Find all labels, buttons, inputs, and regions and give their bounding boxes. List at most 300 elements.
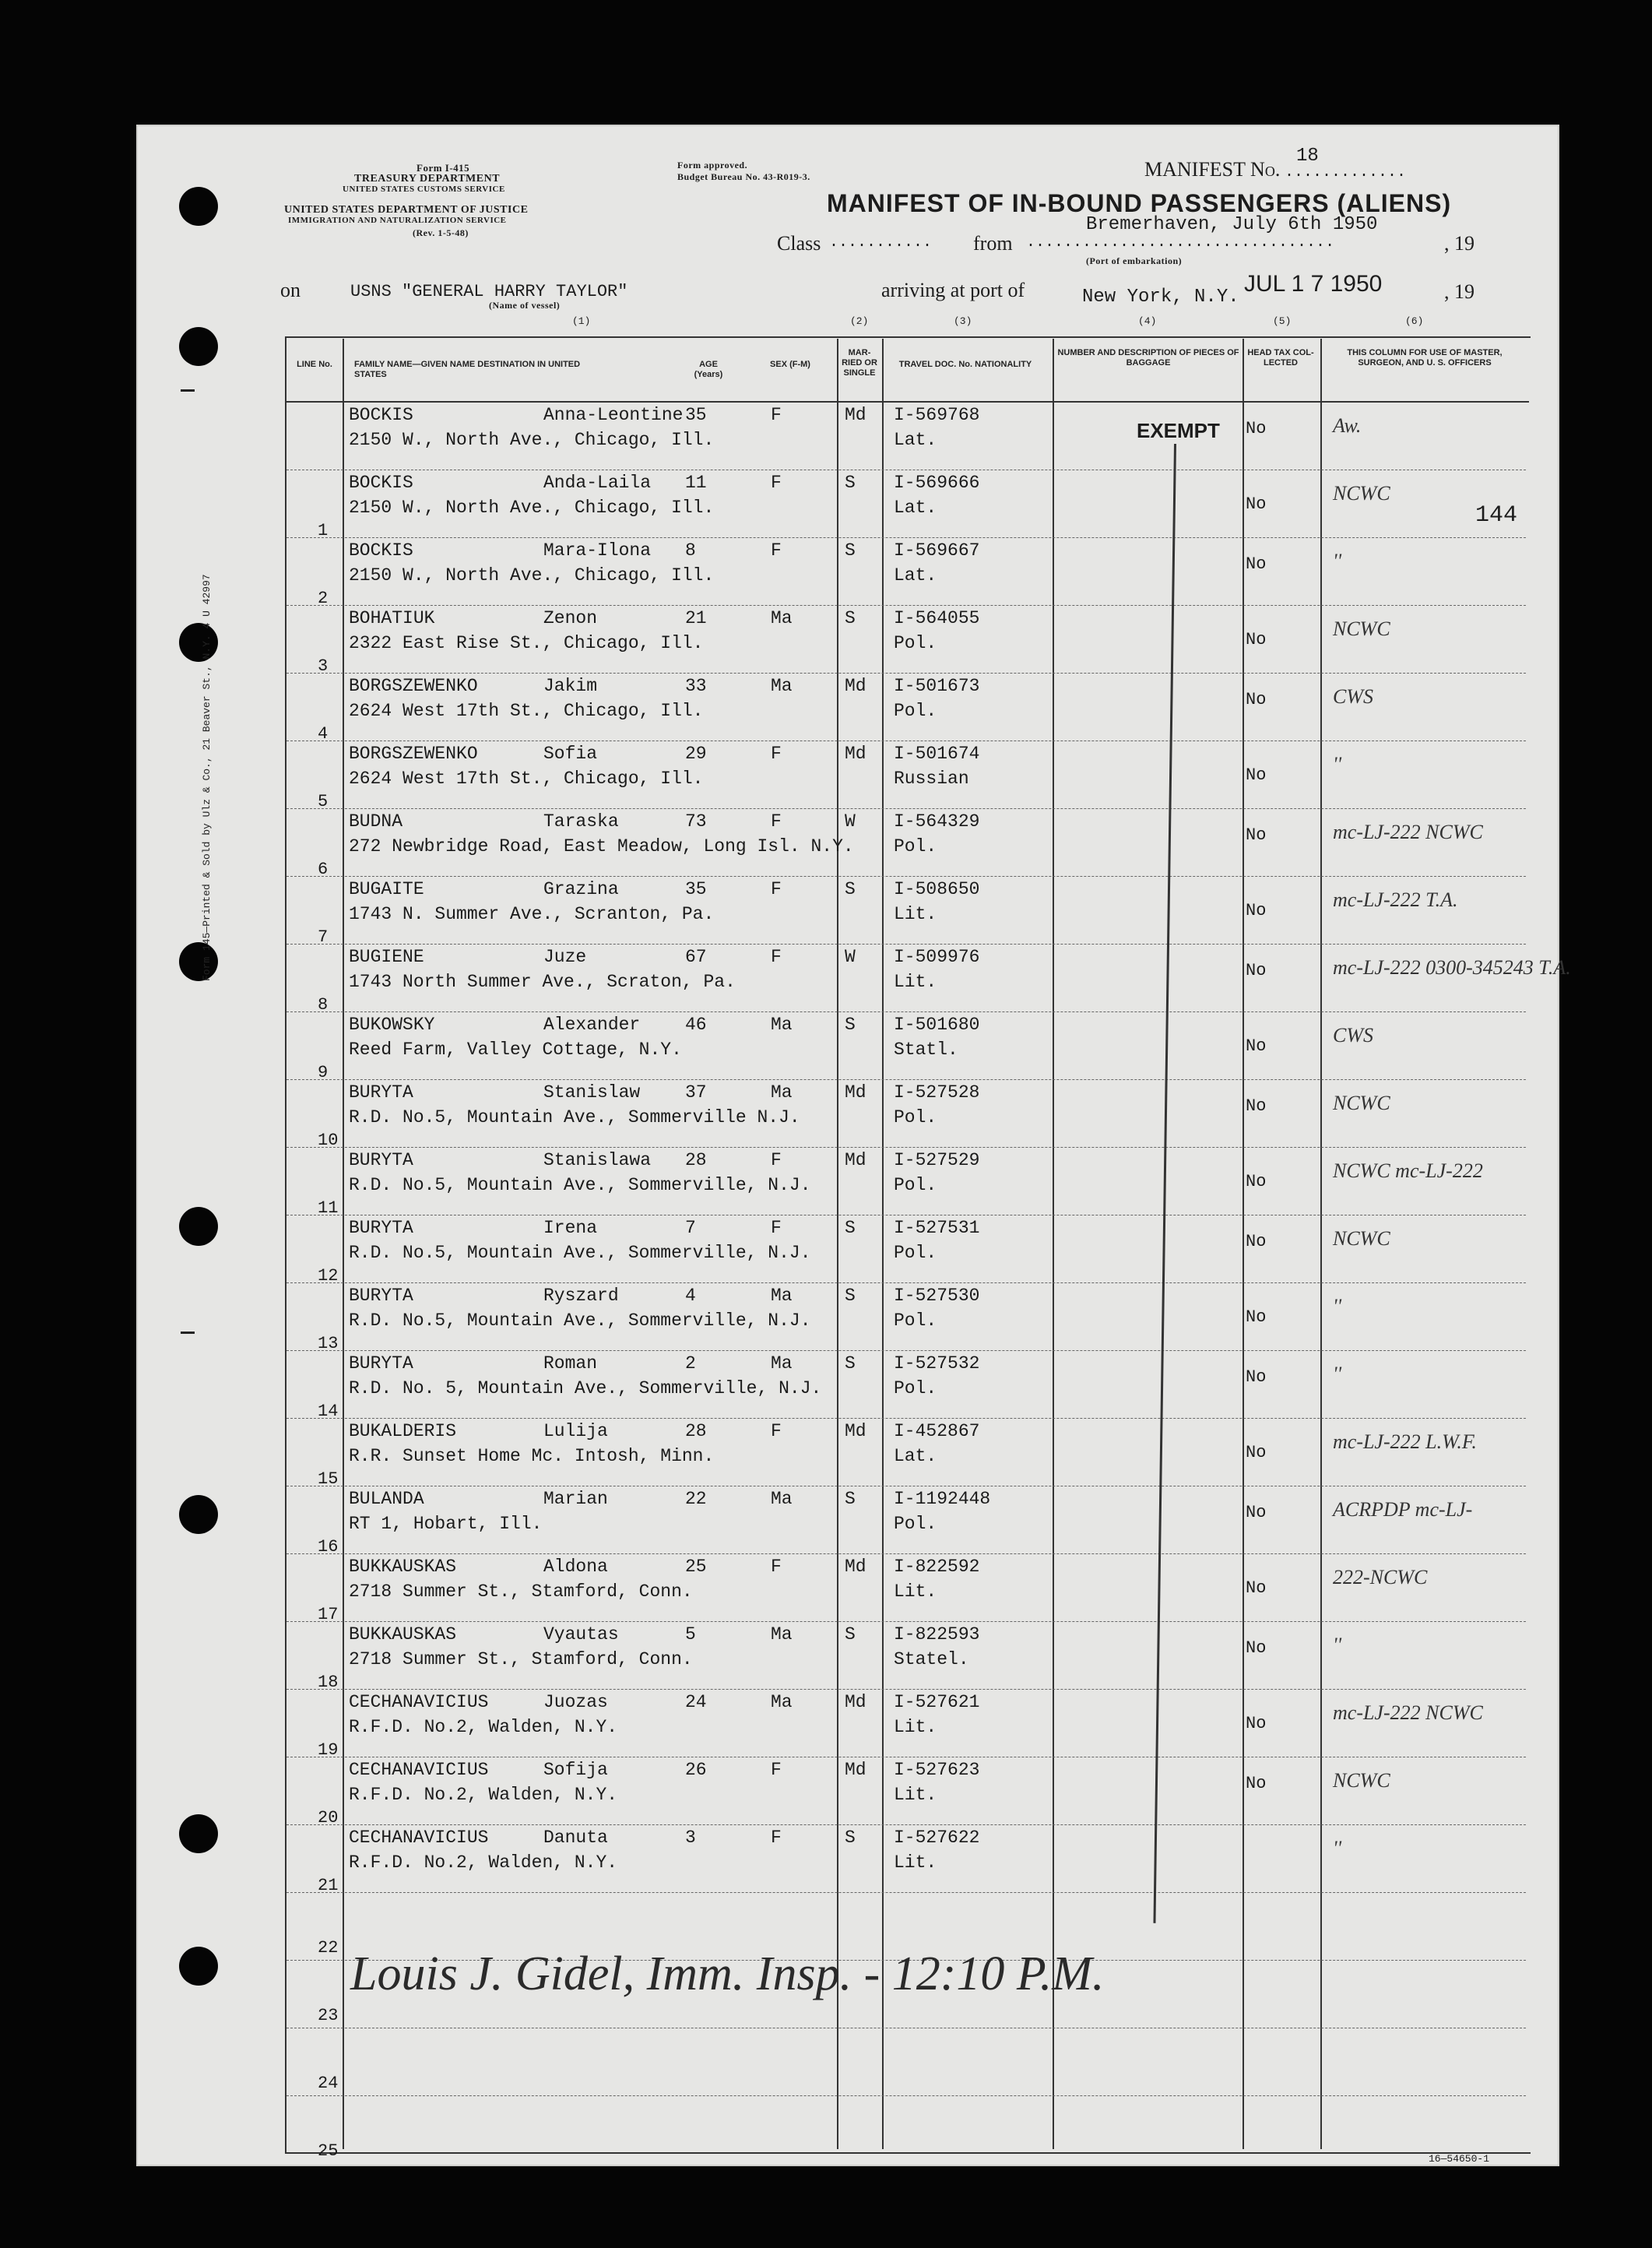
row-divider [286,1350,1526,1351]
nationality: Lat. [894,1446,937,1466]
nationality: Lit. [894,1852,937,1873]
marital-status: S [845,473,856,493]
row-divider [286,2095,1526,2096]
destination: R.R. Sunset Home Mc. Intosh, Minn. [349,1446,715,1466]
col-header-married: MAR-RIED OR SINGLE [842,348,877,378]
travel-doc: I-527623 [894,1760,980,1780]
family-name: BUKOWSKY [349,1015,435,1035]
col-divider [1320,339,1322,2149]
travel-doc: I-509976 [894,947,980,967]
officer-note: mc-LJ-222 0300-345243 T.A. [1333,956,1571,979]
age: 25 [685,1557,707,1577]
family-name: CECHANAVICIUS [349,1692,489,1712]
travel-doc: I-564055 [894,608,980,628]
family-name: BORGSZEWENKO [349,744,478,764]
travel-doc: I-822593 [894,1624,980,1645]
marital-status: S [845,1286,856,1306]
line-number: 20 [318,1808,339,1828]
punch-hole [179,1947,218,1986]
sex: Ma [771,1082,793,1103]
col-divider [1053,339,1054,2149]
budget-bureau: Budget Bureau No. 43-R019-3. [677,171,810,182]
row-divider [286,1824,1526,1825]
officer-note: NCWC [1333,1769,1390,1792]
nationality: Lat. [894,430,937,450]
nationality: Pol. [894,633,937,653]
sex: F [771,744,782,764]
head-tax: No [1246,825,1267,845]
nationality: Pol. [894,1243,937,1263]
family-name: BOCKIS [349,473,413,493]
destination: R.D. No.5, Mountain Ave., Sommerville, N.J. [349,1175,811,1195]
nationality: Russian [894,769,969,789]
sex: F [771,1421,782,1441]
officer-note: mc-LJ-222 T.A. [1333,888,1458,911]
sex: Ma [771,1286,793,1306]
family-name: BUGIENE [349,947,424,967]
destination: 272 Newbridge Road, East Meadow, Long Isl. N.Y. [349,836,854,857]
officer-note: '' [1333,550,1342,572]
age: 2 [685,1353,696,1374]
nationality: Pol. [894,701,937,721]
head-tax: No [1246,1638,1267,1658]
head-tax: No [1246,1096,1267,1116]
officer-note: NCWC [1333,482,1390,505]
destination: R.D. No.5, Mountain Ave., Sommerville, N.J. [349,1310,811,1331]
officer-note: NCWC [1333,1227,1390,1250]
nationality: Lit. [894,1785,937,1805]
given-name: Taraska [543,811,619,832]
row-divider [286,944,1526,945]
officer-note: '' [1333,1634,1342,1656]
header-divider [285,401,1529,403]
family-name: BOCKIS [349,405,413,425]
age: 37 [685,1082,707,1103]
officer-note: mc-LJ-222 L.W.F. [1333,1430,1477,1453]
family-name: CECHANAVICIUS [349,1828,489,1848]
col-header-age: AGE (Years) [694,360,723,379]
head-tax: No [1246,1443,1267,1462]
row-divider [286,1147,1526,1148]
col-header-travel: TRAVEL DOC. No. NATIONALITY [898,360,1032,369]
destination: 2718 Summer St., Stamford, Conn. [349,1649,693,1669]
col-divider [1243,339,1244,2149]
col-header-baggage: NUMBER AND DESCRIPTION OF PIECES OF BAGGAGE [1057,348,1239,368]
destination: 1743 North Summer Ave., Scraton, Pa. [349,972,736,992]
travel-doc: I-527622 [894,1828,980,1848]
given-name: Aldona [543,1557,608,1577]
line-number: 6 [318,860,329,879]
head-tax: No [1246,1503,1267,1522]
col-header-line: LINE No. [297,360,332,369]
travel-doc: I-501680 [894,1015,980,1035]
sex: F [771,1760,782,1780]
sex: F [771,947,782,967]
given-name: Alexander [543,1015,641,1035]
family-name: BURYTA [349,1286,413,1306]
line-number: 3 [318,656,329,676]
head-tax: No [1246,1578,1267,1598]
line-number: 21 [318,1876,339,1895]
age: 4 [685,1286,696,1306]
nationality: Lit. [894,972,937,992]
given-name: Ryszard [543,1286,619,1306]
travel-doc: I-527532 [894,1353,980,1374]
head-tax: No [1246,1307,1267,1327]
officer-note: CWS [1333,685,1373,708]
form-number: Form I-415 [417,162,470,174]
destination: 2150 W., North Ave., Chicago, Ill. [349,498,715,518]
destination: 2718 Summer St., Stamford, Conn. [349,1581,693,1602]
head-tax: No [1246,494,1267,514]
row-divider [286,1418,1526,1419]
given-name: Stanislaw [543,1082,641,1103]
destination: R.F.D. No.2, Walden, N.Y. [349,1852,618,1873]
marital-status: S [845,1015,856,1035]
line-number: 4 [318,724,329,744]
given-name: Stanislawa [543,1150,652,1170]
head-tax: No [1246,419,1267,438]
head-tax: No [1246,1232,1267,1251]
col-header-name: FAMILY NAME—GIVEN NAME DESTINATION IN UNITED STATES [354,360,581,379]
marital-status: S [845,1828,856,1848]
class-dots: ........... [829,234,933,252]
destination: 2322 East Rise St., Chicago, Ill. [349,633,704,653]
family-name: BORGSZEWENKO [349,676,478,696]
marital-status: Md [845,1557,866,1577]
marital-status: S [845,1353,856,1374]
row-divider [286,808,1526,809]
sex: Ma [771,1353,793,1374]
travel-doc: I-1192448 [894,1489,991,1509]
line-number: 15 [318,1469,339,1489]
destination: R.D. No.5, Mountain Ave., Sommerville, N.J. [349,1243,811,1263]
row-divider [286,1553,1526,1554]
age: 28 [685,1421,707,1441]
ins-label: IMMIGRATION AND NATURALIZATION SERVICE [288,216,507,225]
officer-note: NCWC [1333,617,1390,640]
age: 22 [685,1489,707,1509]
nationality: Lat. [894,498,937,518]
row-divider [286,1892,1526,1893]
arrival-port: New York, N.Y. [1082,287,1239,308]
line-number: 11 [318,1198,339,1218]
nationality: Pol. [894,1107,937,1128]
line-number: 5 [318,792,329,811]
destination: 2150 W., North Ave., Chicago, Ill. [349,565,715,586]
line-number: 19 [318,1740,339,1760]
sex: Ma [771,608,793,628]
line-number: 25 [318,2141,339,2161]
printer-imprint: Form 145—Printed & Sold by Ulz & Co., 21 Beaver St., N.Y. 4 U 42997 [201,574,213,981]
row-divider [286,1621,1526,1622]
age: 26 [685,1760,707,1780]
col-num: (5) [1273,315,1292,327]
sex: F [771,1150,782,1170]
sex: F [771,1557,782,1577]
travel-doc: I-508650 [894,879,980,899]
line-number: 10 [318,1131,339,1150]
travel-doc: I-569666 [894,473,980,493]
marital-status: Md [845,1150,866,1170]
travel-doc: I-501673 [894,676,980,696]
given-name: Marian [543,1489,608,1509]
family-name: BUDNA [349,811,403,832]
col-divider [837,339,838,2149]
arrival-stamp: JUL 1 7 1950 [1244,271,1383,297]
row-divider [286,1079,1526,1080]
age: 35 [685,879,707,899]
age: 7 [685,1218,696,1238]
age: 28 [685,1150,707,1170]
given-name: Sofija [543,1760,608,1780]
sex: Ma [771,1624,793,1645]
officer-note: '' [1333,1363,1342,1385]
age: 29 [685,744,707,764]
row-divider [286,876,1526,877]
age: 5 [685,1624,696,1645]
marital-status: Md [845,405,866,425]
officer-note: 222-NCWC [1333,1566,1428,1588]
age: 73 [685,811,707,832]
row-divider [286,673,1526,674]
family-name: CECHANAVICIUS [349,1760,489,1780]
col-header-officers: THIS COLUMN FOR USE OF MASTER, SURGEON, AND U. S. OFFICERS [1347,348,1503,368]
row-divider [286,1689,1526,1690]
travel-doc: I-527529 [894,1150,980,1170]
head-tax: No [1246,1714,1267,1733]
officer-note: CWS [1333,1024,1373,1047]
punch-hole [179,187,218,226]
head-tax: No [1246,554,1267,574]
travel-doc: I-527621 [894,1692,980,1712]
family-name: BUGAITE [349,879,424,899]
sex: F [771,1218,782,1238]
head-tax: No [1246,630,1267,649]
given-name: Jakim [543,676,598,696]
head-tax: No [1246,690,1267,709]
vessel-caption: (Name of vessel) [489,300,561,311]
marital-status: Md [845,1421,866,1441]
line-number: 7 [318,927,329,947]
nationality: Lat. [894,565,937,586]
given-name: Anna-Leontine [543,405,684,425]
vessel-name: USNS "GENERAL HARRY TAYLOR" [350,282,628,301]
head-tax: No [1246,765,1267,785]
officer-note: ACRPDP mc-LJ- [1333,1498,1473,1521]
travel-doc: I-527530 [894,1286,980,1306]
marital-status: S [845,608,856,628]
nationality: Pol. [894,836,937,857]
family-name: BULANDA [349,1489,424,1509]
travel-doc: I-564329 [894,811,980,832]
age: 24 [685,1692,707,1712]
age: 46 [685,1015,707,1035]
head-tax: No [1246,961,1267,980]
row-divider [286,1011,1526,1012]
sex: Ma [771,1489,793,1509]
nationality: Statl. [894,1040,958,1060]
marital-status: S [845,540,856,561]
age: 33 [685,676,707,696]
on-label: on [280,279,301,301]
year-2: , 19 [1444,280,1474,303]
punch-hole [179,1814,218,1853]
line-number: 12 [318,1266,339,1286]
family-name: BOCKIS [349,540,413,561]
marital-status: S [845,1218,856,1238]
side-number: 144 [1475,502,1518,529]
line-number: 9 [318,1063,329,1082]
arriving-label: arriving at port of [881,279,1025,301]
age: 21 [685,608,707,628]
age: 3 [685,1828,696,1848]
year-1: , 19 [1444,232,1474,255]
marital-status: Md [845,676,866,696]
col-num: (6) [1405,315,1424,327]
row-divider [286,1282,1526,1283]
family-name: BUKKAUSKAS [349,1624,457,1645]
line-number: 1 [318,521,329,540]
from-value: Bremerhaven, July 6th 1950 [1086,214,1378,235]
head-tax: No [1246,1774,1267,1793]
from-label: from [973,232,1013,255]
given-name: Lulija [543,1421,608,1441]
sex: F [771,811,782,832]
col-header-sex: SEX (F-M) [770,360,810,369]
marital-status: S [845,1624,856,1645]
age: 67 [685,947,707,967]
marital-status: S [845,1489,856,1509]
sex: F [771,473,782,493]
sex: Ma [771,1015,793,1035]
line-number: 16 [318,1537,339,1557]
col-divider [343,339,344,2149]
family-name: BOHATIUK [349,608,435,628]
sex: Ma [771,1692,793,1712]
port-caption: (Port of embarkation) [1086,255,1183,266]
line-number: 18 [318,1673,339,1692]
col-num: (3) [954,315,972,327]
travel-doc: I-569667 [894,540,980,561]
manifest-dots: ............. [1285,164,1407,181]
travel-doc: I-501674 [894,744,980,764]
tick-mark [181,389,195,392]
nationality: Pol. [894,1175,937,1195]
officer-note: NCWC [1333,1092,1390,1114]
destination: 2624 West 17th St., Chicago, Ill. [349,769,704,789]
given-name: Zenon [543,608,598,628]
marital-status: Md [845,1692,866,1712]
from-dots: ................................. [1026,234,1335,252]
footer-code: 16—54650-1 [1429,2153,1490,2165]
head-tax: No [1246,1036,1267,1056]
destination: R.D. No. 5, Mountain Ave., Sommerville, N.J. [349,1378,822,1398]
officer-note: '' [1333,1837,1342,1859]
col-divider [882,339,884,2149]
officer-note: '' [1333,753,1342,776]
marital-status: W [845,811,856,832]
head-tax: No [1246,1367,1267,1387]
manifest-label: MANIFEST No. [1144,158,1281,181]
marital-status: Md [845,1760,866,1780]
destination: R.F.D. No.2, Walden, N.Y. [349,1717,618,1737]
family-name: BURYTA [349,1150,413,1170]
line-number: 23 [318,2006,339,2025]
line-number: 17 [318,1605,339,1624]
sex: F [771,879,782,899]
sex: F [771,540,782,561]
travel-doc: I-452867 [894,1421,980,1441]
nationality: Statel. [894,1649,969,1669]
form-approved: Form approved. [677,160,748,171]
class-label: Class [777,232,821,255]
col-num: (2) [850,315,869,327]
marital-status: Md [845,1082,866,1103]
line-number: 8 [318,995,329,1015]
signature: Louis J. Gidel, Imm. Insp. - 12:10 P.M. [350,1947,1105,2000]
sex: F [771,1828,782,1848]
col-num: (1) [572,315,591,327]
family-name: BUKKAUSKAS [349,1557,457,1577]
row-divider [286,605,1526,606]
destination: RT 1, Hobart, Ill. [349,1514,543,1534]
baggage-exempt: EXEMPT [1137,419,1220,442]
given-name: Sofia [543,744,598,764]
officer-note: mc-LJ-222 NCWC [1333,1701,1483,1724]
sex: Ma [771,676,793,696]
justice-dept: UNITED STATES DEPARTMENT OF JUSTICE [284,204,529,216]
travel-doc: I-527531 [894,1218,980,1238]
family-name: BURYTA [349,1218,413,1238]
nationality: Lit. [894,1581,937,1602]
marital-status: W [845,947,856,967]
head-tax: No [1246,901,1267,920]
col-num: (4) [1138,315,1157,327]
destination: R.F.D. No.2, Walden, N.Y. [349,1785,618,1805]
line-number: 22 [318,1938,339,1958]
line-number: 14 [318,1402,339,1421]
nationality: Pol. [894,1514,937,1534]
tick-mark [181,1332,195,1334]
given-name: Irena [543,1218,598,1238]
punch-hole [179,1495,218,1534]
officer-note: '' [1333,1295,1342,1317]
destination: 1743 N. Summer Ave., Scranton, Pa. [349,904,715,924]
age: 35 [685,405,707,425]
nationality: Pol. [894,1378,937,1398]
age: 11 [685,473,707,493]
destination: 2624 West 17th St., Chicago, Ill. [349,701,704,721]
officer-note: NCWC mc-LJ-222 [1333,1159,1483,1182]
family-name: BURYTA [349,1353,413,1374]
treasury-dept: TREASURY DEPARTMENT [354,173,501,185]
nationality: Lit. [894,1717,937,1737]
age: 8 [685,540,696,561]
family-name: BUKALDERIS [349,1421,457,1441]
destination: R.D. No.5, Mountain Ave., Sommerville N.J. [349,1107,800,1128]
given-name: Vyautas [543,1624,619,1645]
given-name: Mara-Ilona [543,540,652,561]
given-name: Danuta [543,1828,608,1848]
family-name: BURYTA [349,1082,413,1103]
punch-hole [179,1207,218,1246]
marital-status: S [845,879,856,899]
travel-doc: I-822592 [894,1557,980,1577]
document-title: MANIFEST OF IN-BOUND PASSENGERS (ALIENS) [827,189,1452,217]
col-header-tax: HEAD TAX COL-LECTED [1247,348,1314,368]
manifest-number: 18 [1296,146,1319,167]
